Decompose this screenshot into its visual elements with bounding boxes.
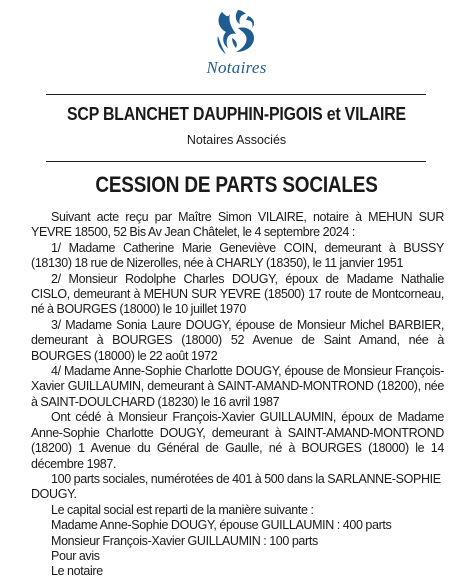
notaires-emblem-icon bbox=[208, 8, 266, 58]
paragraph-holder-2: Monsieur François-Xavier GUILLAUMIN : 100 parts bbox=[51, 533, 318, 548]
paragraph-party-3: 3/ Madame Sonia Laure DOUGY, épouse de Monsieur Michel BARBIER, demeurant à BOURGES (18000) 52 Avenue de Saint Amand, née à BOURGES (18000) le 22 août 1972 bbox=[31, 317, 444, 363]
paragraph-party-1: 1/ Madame Catherine Marie Geneviève COIN, demeurant à BUSSY (18130) 18 rue de Nizerolles, née à CHARLY (18350), le 11 janvier 1951 bbox=[31, 240, 444, 271]
middle-divider bbox=[46, 161, 426, 162]
paragraph-holder-1: Madame Anne-Sophie DOUGY, épouse GUILLAUMIN : 400 parts bbox=[51, 518, 392, 533]
notice-body bbox=[31, 210, 444, 580]
paragraph-party-4: 4/ Madame Anne-Sophie Charlotte DOUGY, épouse de Monsieur François-Xavier GUILLAUMIN, demeurant à SAINT-AMAND-MONTROND (18200), née à SAINT-DOULCHARD (18230) le 16 avril 1987 bbox=[31, 364, 444, 409]
top-divider bbox=[46, 94, 426, 95]
paragraph-capital: Le capital social est reparti de la manière suivante : bbox=[51, 502, 314, 517]
paragraph-party-2: 2/ Monsieur Rodolphe Charles DOUGY, époux de Madame Nathalie CISLO, demeurant à MEHUN SUR YEVRE (18500) 17 route de Montcorneau, né à BOURGES (18000) le 10 juillet 1970 bbox=[31, 271, 444, 317]
paragraph-shares: 100 parts sociales, numérotées de 401 à 500 dans la SARLANNE-SOPHIE DOUGY. bbox=[31, 471, 441, 502]
paragraph-signature: Le notaire bbox=[51, 564, 103, 579]
firm-name: SCP BLANCHET DAUPHIN-PIGOIS et VILAIRE bbox=[67, 104, 406, 124]
notice-title: CESSION DE PARTS SOCIALES bbox=[95, 172, 378, 197]
paragraph-intro: Suivant acte reçu par Maître Simon VILAIRE, notaire à MEHUN SUR YEVRE 18500, 52 Bis Av Jean Châtelet, le 4 septembre 2024 : bbox=[31, 210, 444, 240]
logo-wordmark: Notaires bbox=[206, 58, 267, 77]
firm-subtitle: Notaires Associés bbox=[186, 133, 287, 147]
notaires-logo bbox=[0, 8, 473, 78]
paragraph-pour-avis: Pour avis bbox=[51, 548, 100, 563]
paragraph-transferee: Ont cédé à Monsieur François-Xavier GUILLAUMIN, époux de Madame Anne-Sophie Charlotte DOUGY, demeurant à SAINT-AMAND-MONTROND (18200) 1 Avenue du Général de Gaulle, né à BOURGES (18000) le 14 décembre 1987. bbox=[31, 410, 444, 471]
